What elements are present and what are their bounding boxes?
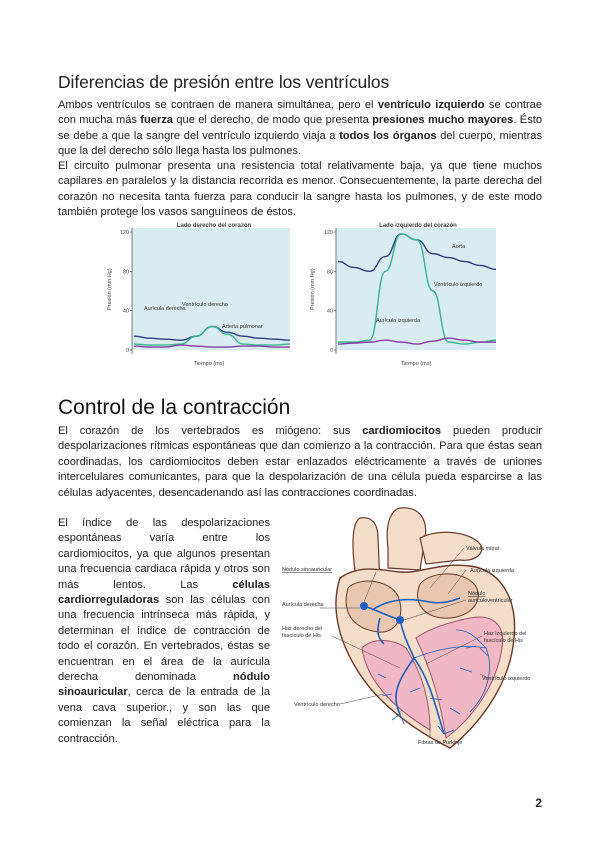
sinoatrial-node-marker [360,602,368,610]
plot-background [132,228,290,350]
y-axis-label: Presión (mm Hg) [310,268,316,310]
plot-background [336,228,496,350]
annotation-ventriculo-derecho: Ventrículo derecho [182,302,228,308]
x-axis-label: Tiempo (ms) [400,361,432,367]
annotation-ventriculo-izquierdo: Ventrículo izquierdo [434,282,483,288]
chart-title: Lado derecho del corazón [176,223,252,229]
label-ventriculo-izquierdo: Ventrículo izquierdo [482,676,531,682]
y-tick-label: 40 [122,308,129,315]
paragraph-pulmonary-circuit: El circuito pulmonar presenta una resistencia total relativamente baja, ya que tiene muchos capilares en paralelos y la distancia recorrida es menor. Consecuentemente, la parte derecha del corazón no necesita tanta fuerza para conducir la sangre hasta los pulmones, y de este modo también protege los vasos sanguíneos de éstos. [58,160,542,219]
x-axis-label: Tiempo (ms) [193,361,225,367]
paragraph-myogenic: El corazón de los vertebrados es miógeno: sus cardiomiocitos pueden producir despolarizaciones rítmicas espontáneas que dan comienzo a la contracción. Para que éstas sean coordinadas, los cardiomiocitos deben estar enlazados eléctricamente a través de uniones intercelulares comunicantes, para que la despolarización de una célula pueda esparcirse a las células adyacentes, desencadenando así las contracciones coordinadas. [58,425,542,499]
y-axis-label: Presión (mm Hg) [107,268,113,310]
y-tick-label: 120 [323,230,333,236]
y-tick-label: 0 [329,348,333,354]
annotation-aorta: Aorta [452,244,466,250]
paragraph-ventricles: Ambos ventrículos se contraen de manera simultánea, pero el ventrículo izquierdo se contrae con mucha más fuerza que el derecho, de modo que presenta presiones mucho mayores. Ésto se debe a que la sangre del ventrículo izquierdo viaja a todos los órganos del cuerpo, mientras que la del derecho sólo llega hasta los pulmones. [58,99,543,158]
heart-outline [336,508,515,748]
label-fibras-purkinje: Fibras de Purkinje [418,740,463,746]
y-ticks [120,230,132,354]
section-heading-pressure: Diferencias de presión entre los ventrículos [58,72,390,92]
label-valvula-mitral: Válvula mitral [466,546,500,552]
label-ventriculo-derecho: Ventrículo derecho [294,702,340,708]
label-haz-izquierdo: Haz izquierdo del fascículo de His [484,631,527,644]
y-tick-label: 40 [326,308,333,315]
left-heart-chart [306,218,506,370]
section-heading-contraction: Control de la contracción [58,396,291,419]
heart-conduction-diagram [280,498,542,760]
y-tick-label: 0 [125,348,129,354]
annotation-auricula-derecha: Aurícula derecha [144,306,186,312]
label-nodulo-av: Nódulo auriculoventricular [468,591,513,604]
right-heart-chart [104,218,294,370]
annotation-auricula-izquierda: Aurícula izquierda [376,318,421,324]
label-haz-derecho: Haz derecho del fascículo de His [282,626,323,639]
label-auricula-derecha: Aurícula derecha [282,602,324,608]
y-tick-label: 80 [326,269,333,276]
annotation-arteria-pulmonar: Arteria pulmonar [222,324,263,330]
y-tick-label: 120 [119,230,129,236]
label-auricula-izquierda: Aurícula izquierda [470,568,515,574]
y-ticks [324,230,336,354]
page-number: 2 [535,796,542,810]
av-node-marker [396,616,404,624]
paragraph-pacemaker: El índice de las despolarizaciones espontáneas varía entre los cardiomiocitos, ya que algunos presentan una frecuencia cardiaca rápida y otros son más lentos. Las células cardiorreguladoras son las células con una frecuencia intrínseca más rápida, y determinan el índice de contracción de todo el corazón. En vertebrados, éstas se encuentran en el área de la aurícula derecha denominada nódulo sinoauricular, cerca de la entrada de la vena cava superior., y son las que comienzan la señal eléctrica para la contracción. [58,517,270,745]
chart-title: Lado izquierdo del corazón [379,223,457,229]
y-tick-label: 80 [122,269,129,276]
label-nodulo-sinoauricular: Nódulo sinoauricular [282,567,333,573]
